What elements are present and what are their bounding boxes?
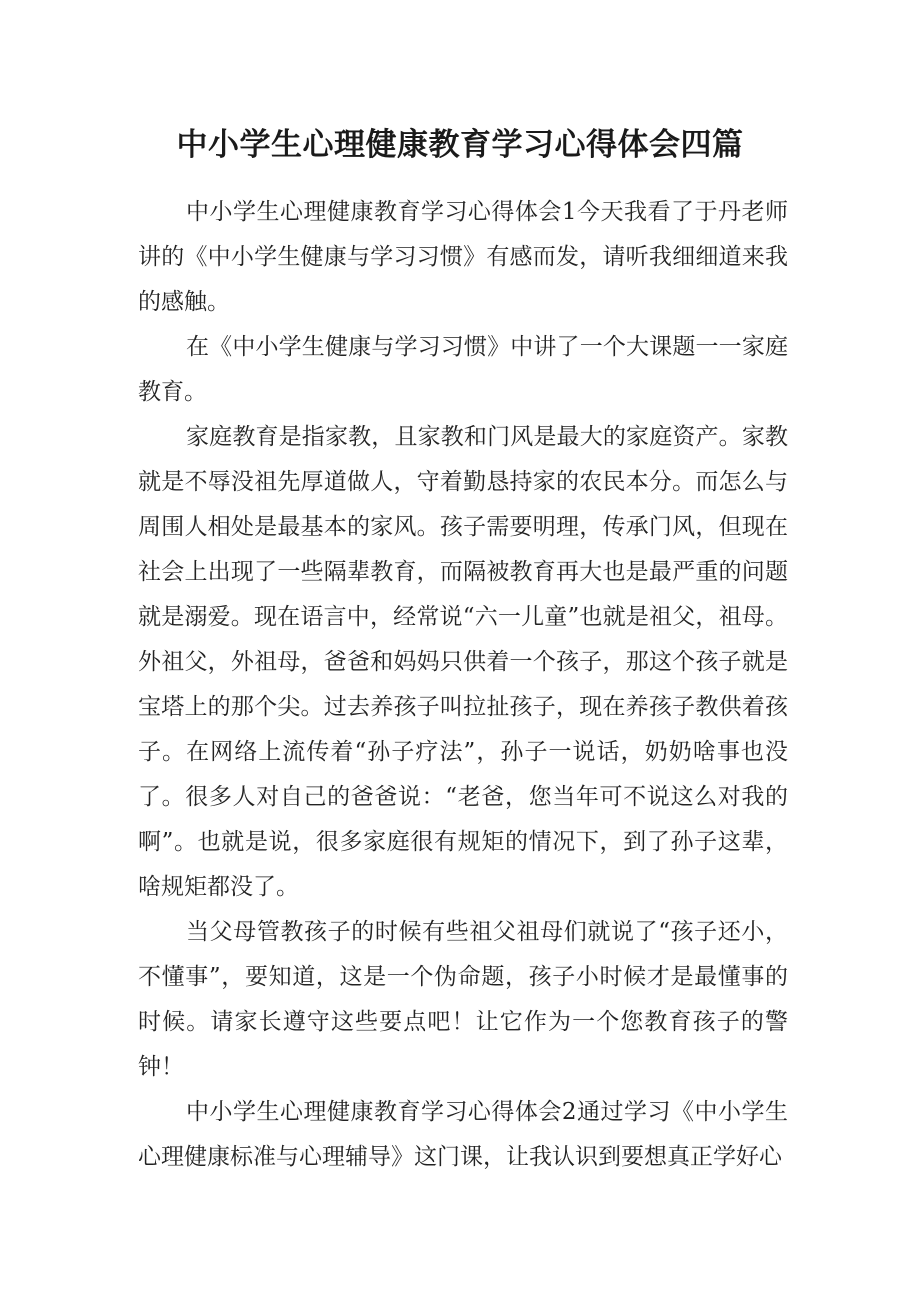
paragraph-4: 当父母管教孩子的时候有些祖父祖母们就说了“孩子还小，不懂事”，要知道，这是一个伪命题，孩子小时候才是最懂事的时候。请家长遵守这些要点吧！让它作为一个您教育孩子的警钟！ <box>138 919 788 1080</box>
paragraph-2: 在《中小学生健康与学习习惯》中讲了一个大课题一一家庭教育。 <box>138 334 788 405</box>
paragraph-5: 中小学生心理健康教育学习心得体会2通过学习《中小学生心理健康标准与心理辅导》这门课，让我认识到要想真正学好心 <box>138 1099 788 1170</box>
document-body <box>138 190 788 1180</box>
paragraph-1: 中小学生心理健康教育学习心得体会1今天我看了于丹老师讲的《中小学生健康与学习习惯》有感而发，请听我细细道来我的感触。 <box>138 199 788 315</box>
paragraph-3: 家庭教育是指家教，且家教和门风是最大的家庭资产。家教就是不辱没祖先厚道做人，守着勤恳持家的农民本分。而怎么与周围人相处是最基本的家风。孩子需要明理，传承门风，但现在社会上出现了一些隔辈教育，而隔被教育再大也是最严重的问题就是溺爱。现在语言中，经常说“六一儿童”也就是祖父，祖母。外祖父，外祖母，爸爸和妈妈只供着一个孩子，那这个孩子就是宝塔上的那个尖。过去养孩子叫拉扯孩子，现在养孩子教供着孩子。在网络上流传着“孙子疗法”，孙子一说话，奶奶啥事也没了。很多人对自己的爸爸说：“老爸，您当年可不说这么对我的啊”。也就是说，很多家庭很有规矩的情况下，到了孙子这辈，啥规矩都没了。 <box>138 424 788 900</box>
document-title: 中小学生心理健康教育学习心得体会四篇 <box>176 127 744 163</box>
